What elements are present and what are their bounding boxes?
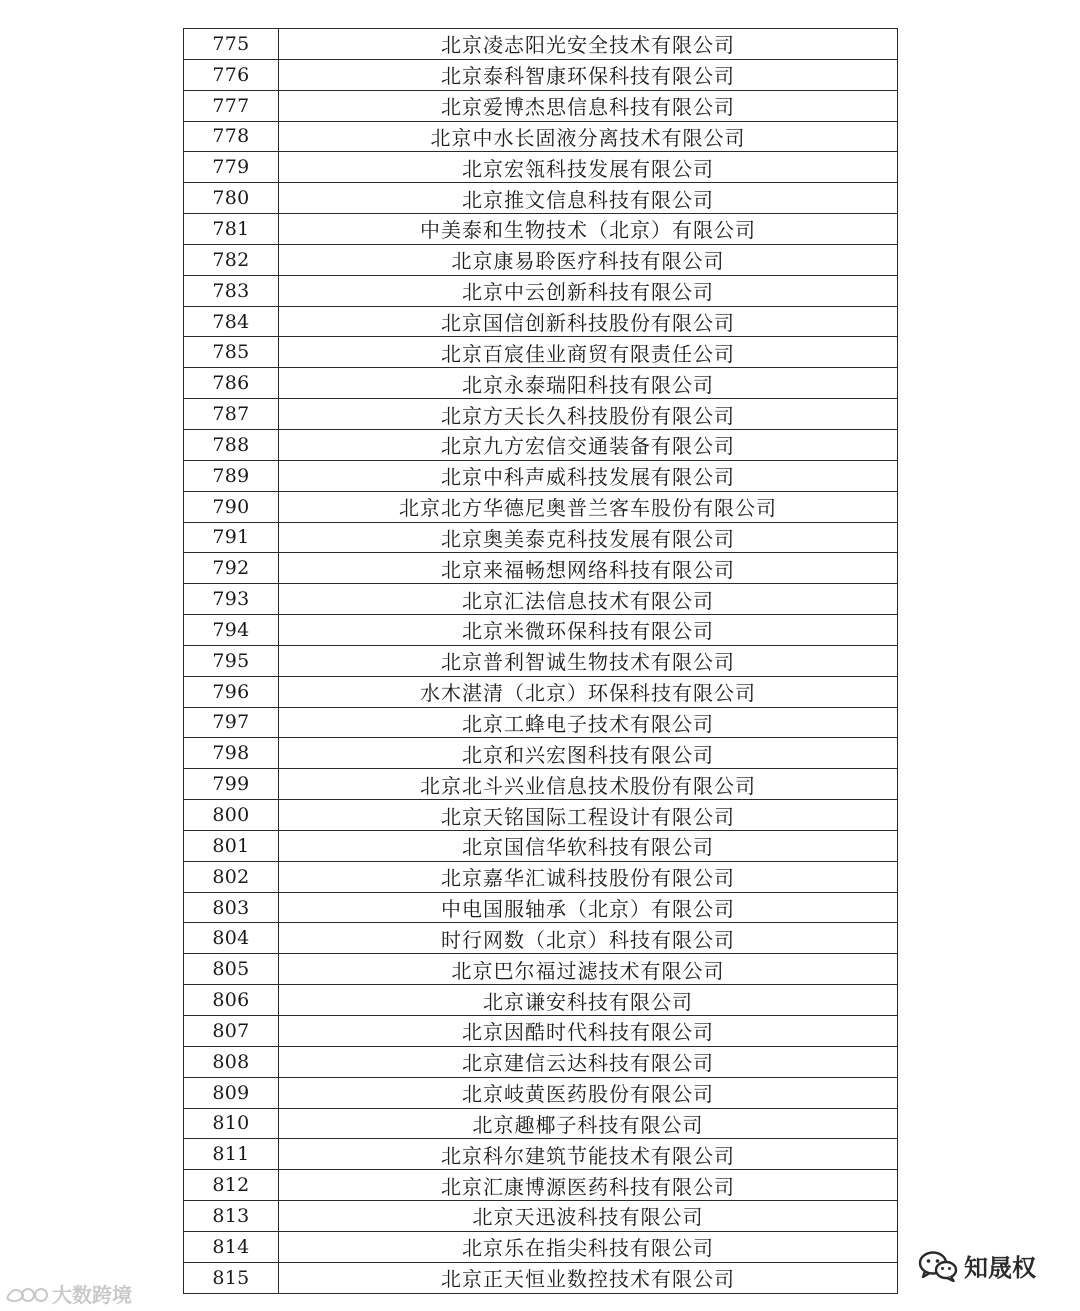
row-number-cell: 806 [184,985,279,1015]
row-number-cell: 804 [184,923,279,953]
row-number-cell: 813 [184,1201,279,1231]
company-name-cell: 北京汇法信息技术有限公司 [462,588,714,613]
table-row [184,492,897,523]
company-name-cell: 北京国信华软科技有限公司 [462,835,714,860]
table-row [184,60,897,91]
table-row [184,985,897,1016]
table-row [184,1109,897,1140]
company-name-cell: 水木湛清（北京）环保科技有限公司 [420,681,756,706]
row-number-cell: 797 [184,708,279,738]
row-number-cell: 805 [184,954,279,984]
table-row [184,122,897,153]
company-name-cell: 北京凌志阳光安全技术有限公司 [441,33,735,58]
row-number-cell: 803 [184,893,279,923]
row-number-cell: 784 [184,307,279,337]
company-name-cell: 北京嘉华汇诚科技股份有限公司 [441,866,735,891]
table-row [184,1232,897,1263]
table-row [184,399,897,430]
watermark-left [4,1279,132,1308]
row-number-cell: 815 [184,1263,279,1293]
row-number-cell: 786 [184,368,279,398]
row-number-cell: 802 [184,862,279,892]
row-number-cell: 811 [184,1139,279,1169]
row-number-cell: 810 [184,1109,279,1139]
row-number-cell: 812 [184,1170,279,1200]
watermark-right [918,1248,1036,1283]
row-number-cell: 782 [184,245,279,275]
company-name-cell: 北京奥美泰克科技发展有限公司 [441,526,735,551]
row-number-cell: 781 [184,214,279,244]
table-row [184,1201,897,1232]
table-row [184,584,897,615]
company-name-cell: 北京岐黄医药股份有限公司 [462,1082,714,1107]
company-name-cell: 北京天铭国际工程设计有限公司 [441,804,735,829]
row-number-cell: 780 [184,183,279,213]
watermark-left-text: 大数跨境 [52,1283,132,1307]
company-name-cell: 北京推文信息科技有限公司 [462,187,714,212]
company-name-cell: 北京北方华德尼奥普兰客车股份有限公司 [399,496,777,521]
company-name-cell: 中电国服轴承（北京）有限公司 [441,897,735,922]
row-number-cell: 798 [184,738,279,768]
row-number-cell: 787 [184,399,279,429]
row-number-cell: 799 [184,769,279,799]
table-row [184,1047,897,1078]
company-name-cell: 北京泰科智康环保科技有限公司 [441,64,735,89]
table-row [184,91,897,122]
company-name-cell: 北京乐在指尖科技有限公司 [462,1236,714,1261]
table-row [184,368,897,399]
company-name-cell: 北京科尔建筑节能技术有限公司 [441,1143,735,1168]
company-name-cell: 北京爱博杰思信息科技有限公司 [441,95,735,120]
watermark-right-text: 知晟权 [964,1254,1036,1282]
table-row [184,738,897,769]
table-row [184,769,897,800]
company-name-cell: 北京永泰瑞阳科技有限公司 [462,372,714,397]
table-row [184,337,897,368]
company-name-cell: 北京中云创新科技有限公司 [462,280,714,305]
company-name-cell: 北京百宸佳业商贸有限责任公司 [441,341,735,366]
row-number-cell: 791 [184,523,279,553]
company-name-cell: 时行网数（北京）科技有限公司 [441,927,735,952]
table-row [184,183,897,214]
company-name-cell: 北京米微环保科技有限公司 [462,619,714,644]
company-name-cell: 北京康易聆医疗科技有限公司 [451,249,725,274]
row-number-cell: 779 [184,152,279,182]
company-name-cell: 北京趣椰子科技有限公司 [472,1112,704,1137]
table-row [184,430,897,461]
row-number-cell: 788 [184,430,279,460]
row-number-cell: 775 [184,29,279,59]
table-row [184,646,897,677]
company-name-cell: 北京巴尔福过滤技术有限公司 [451,958,725,983]
company-name-cell: 北京普利智诚生物技术有限公司 [441,650,735,675]
row-number-cell: 809 [184,1078,279,1108]
row-number-cell: 807 [184,1016,279,1046]
row-number-cell: 793 [184,584,279,614]
row-number-cell: 789 [184,461,279,491]
row-number-cell: 795 [184,646,279,676]
table-row [184,553,897,584]
company-name-cell: 北京建信云达科技有限公司 [462,1051,714,1076]
table-row [184,893,897,924]
table-row [184,862,897,893]
table-row [184,1078,897,1109]
table-row [184,954,897,985]
row-number-cell: 801 [184,831,279,861]
row-number-cell: 785 [184,337,279,367]
company-name-cell: 北京因酷时代科技有限公司 [462,1020,714,1045]
table-row [184,677,897,708]
company-name-cell: 北京和兴宏图科技有限公司 [462,742,714,767]
table-row [184,1263,897,1294]
row-number-cell: 790 [184,492,279,522]
table-row [184,708,897,739]
company-name-cell: 北京汇康博源医药科技有限公司 [441,1174,735,1199]
table-row [184,214,897,245]
company-name-cell: 北京国信创新科技股份有限公司 [441,311,735,336]
wechat-icon [918,1250,958,1282]
row-number-cell: 808 [184,1047,279,1077]
row-number-cell: 794 [184,615,279,645]
company-name-cell: 北京九方宏信交通装备有限公司 [441,434,735,459]
table-row [184,615,897,646]
company-name-cell: 北京谦安科技有限公司 [483,989,693,1014]
row-number-cell: 777 [184,91,279,121]
row-number-cell: 800 [184,800,279,830]
weibo-logo-icon [4,1283,48,1305]
company-name-cell: 中美泰和生物技术（北京）有限公司 [420,218,756,243]
row-number-cell: 776 [184,60,279,90]
table-row [184,461,897,492]
row-number-cell: 783 [184,276,279,306]
table-row [184,1139,897,1170]
table-row [184,152,897,183]
row-number-cell: 792 [184,553,279,583]
company-name-cell: 北京来福畅想网络科技有限公司 [441,557,735,582]
company-name-cell: 北京工蜂电子技术有限公司 [462,711,714,736]
company-name-cell: 北京中水长固液分离技术有限公司 [430,125,746,150]
table-row [184,245,897,276]
company-name-cell: 北京天迅波科技有限公司 [472,1205,704,1230]
table-row [184,1016,897,1047]
company-table [183,28,898,1294]
company-name-cell: 北京方天长久科技股份有限公司 [441,403,735,428]
table-row [184,923,897,954]
table-row [184,276,897,307]
company-name-cell: 北京宏瓴科技发展有限公司 [462,156,714,181]
table-row [184,1170,897,1201]
table-row [184,523,897,554]
company-name-cell: 北京中科声威科技发展有限公司 [441,465,735,490]
row-number-cell: 814 [184,1232,279,1262]
table-row [184,29,897,60]
table-row [184,800,897,831]
row-number-cell: 796 [184,677,279,707]
table-row [184,831,897,862]
table-row [184,307,897,338]
company-name-cell: 北京北斗兴业信息技术股份有限公司 [420,773,756,798]
row-number-cell: 778 [184,122,279,152]
company-name-cell: 北京正天恒业数控技术有限公司 [441,1267,735,1292]
